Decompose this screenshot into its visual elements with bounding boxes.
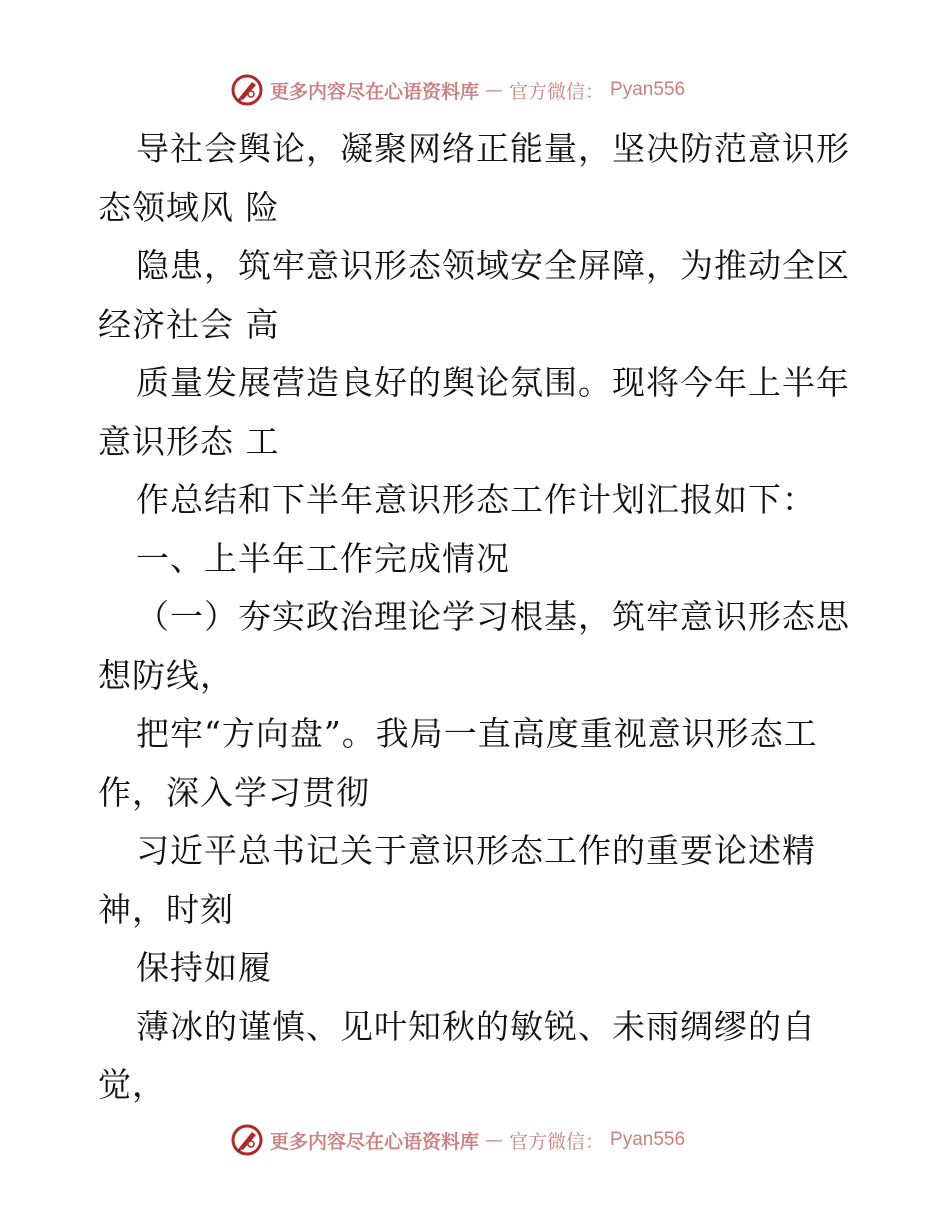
- text-line: 态领域风 险: [98, 187, 280, 227]
- text-line: 薄冰的谨慎、见叶知秋的敏锐、未雨绸缪的自: [136, 1006, 816, 1046]
- text-line: 习近平总书记关于意识形态工作的重要论述精: [136, 831, 816, 870]
- text-line: 觉，: [98, 1065, 166, 1104]
- text-line: 隐患，筑牢意识形态领域安全屏障，为推动全区: [136, 246, 850, 285]
- text-line: （一）夯实政治理论学习根基，筑牢意识形态思: [136, 597, 850, 636]
- text-line: 质量发展营造良好的舆论氛围。现将今年上半年: [136, 363, 850, 402]
- watermark-separator: —: [485, 79, 504, 101]
- text-line: 把牢“方向盘”。我局一直高度重视意识形态工: [136, 714, 818, 753]
- text-line: 意识形态 工: [98, 421, 280, 461]
- text-line: 经济社会 高: [98, 304, 280, 344]
- text-line: 导社会舆论，凝聚网络正能量，坚决防范意识形: [136, 129, 850, 168]
- watermark-wechat-label: 官方微信：: [509, 80, 605, 103]
- watermark-footer: [230, 1120, 750, 1160]
- pen-logo-icon: [230, 73, 264, 107]
- text-line: 一、上半年工作完成情况: [136, 538, 510, 578]
- document-body: [98, 120, 858, 1115]
- text-line: 保持如履: [136, 948, 272, 987]
- text-line: 作总结和下半年意识形态工作计划汇报如下：: [136, 480, 816, 519]
- watermark-handle: Pyan556: [610, 1129, 686, 1150]
- text-line: 作，深入学习贯彻: [98, 772, 370, 812]
- text-line: 想防线，: [98, 655, 234, 695]
- text-line: 神，时刻: [98, 889, 234, 929]
- pen-logo-icon: [230, 1123, 264, 1157]
- watermark-handle: Pyan556: [610, 79, 686, 100]
- watermark-brand: 更多内容尽在心语资料库: [270, 1130, 480, 1153]
- watermark-wechat-label: 官方微信：: [509, 1130, 605, 1153]
- watermark-brand: 更多内容尽在心语资料库: [270, 80, 480, 103]
- watermark-header: [230, 70, 750, 110]
- watermark-separator: —: [485, 1129, 504, 1151]
